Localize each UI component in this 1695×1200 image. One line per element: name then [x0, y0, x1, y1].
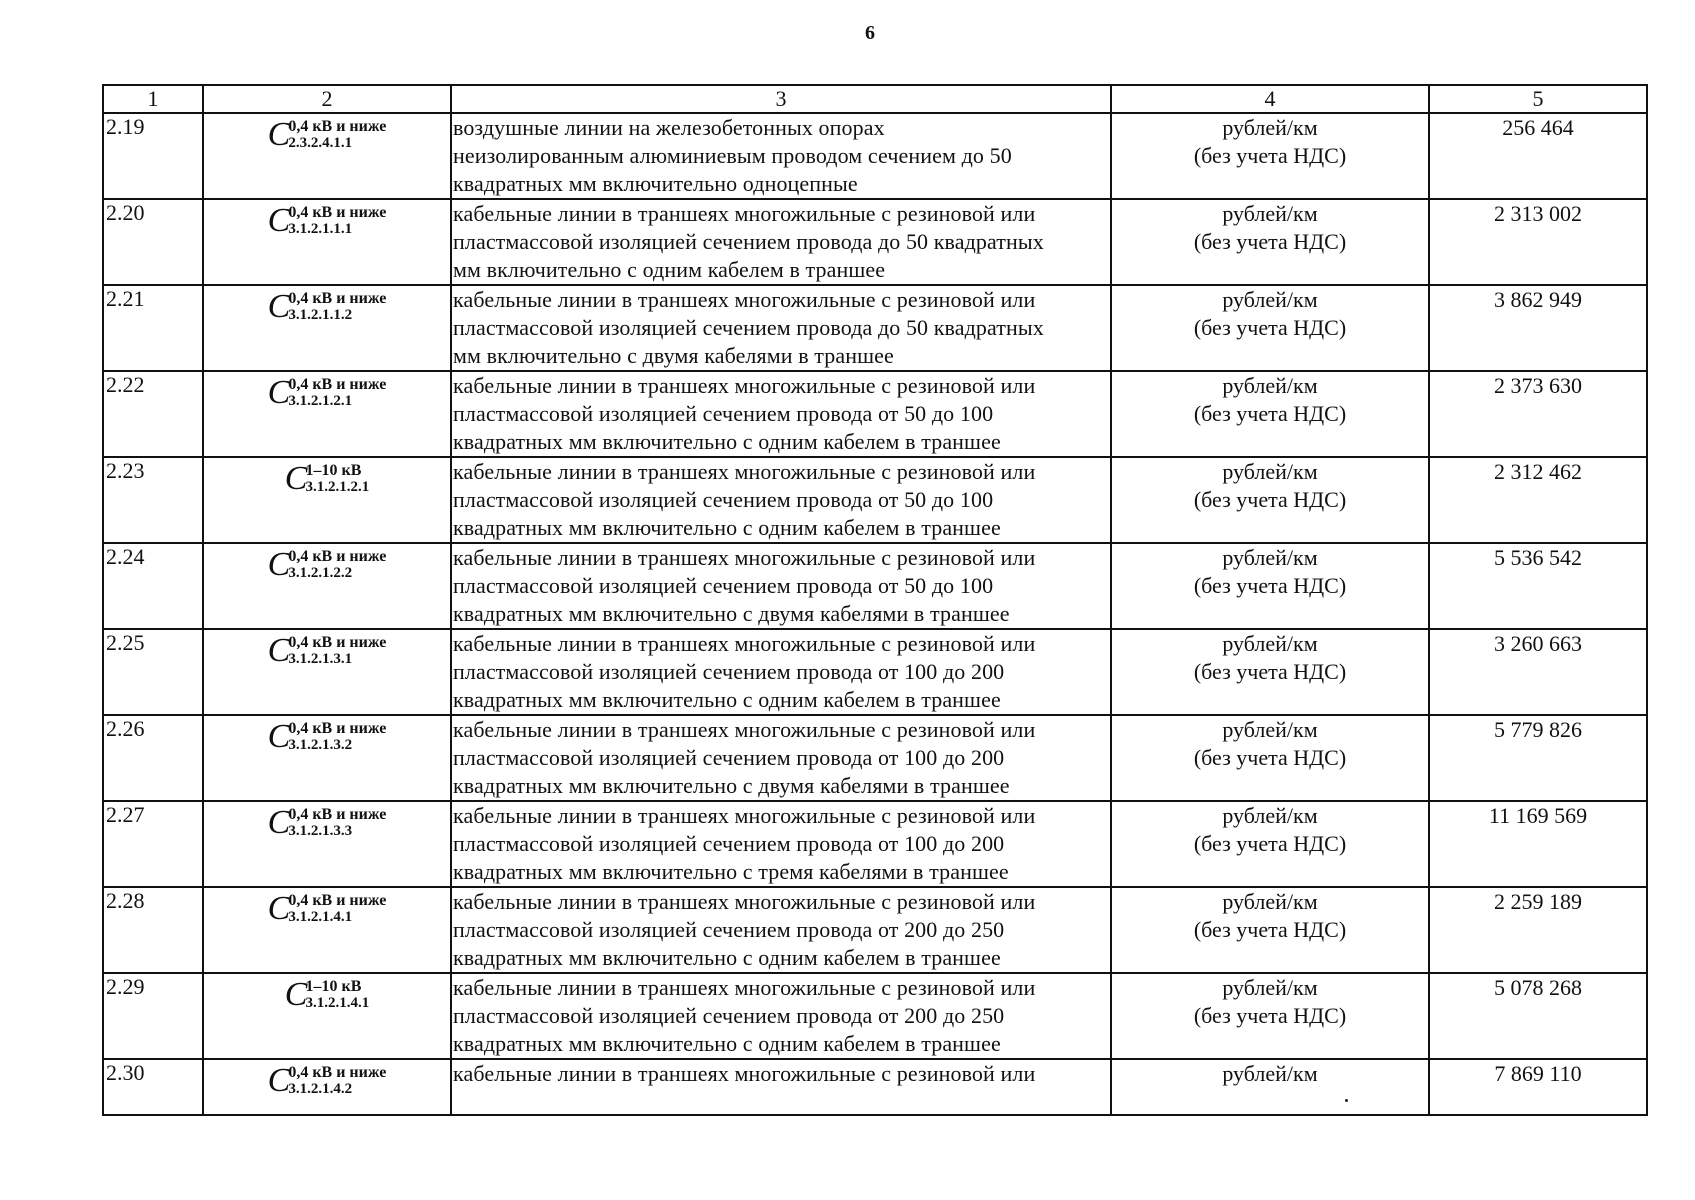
table-row: [103, 801, 1647, 887]
code-index: 2.3.2.4.1.1: [288, 135, 353, 151]
vat-note: (без учета НДС): [1193, 315, 1347, 340]
rate-code: [268, 118, 387, 152]
unit-label: рублей/км: [1222, 459, 1318, 484]
voltage-class: 0,4 кВ и ниже: [288, 806, 387, 823]
description-line: кабельные линии в траншеях многожильные с резиновой или: [453, 889, 1036, 914]
rate-indices: [288, 204, 386, 238]
code-index: 3.1.2.1.1.1: [288, 221, 353, 237]
table-row: [103, 457, 1647, 543]
rate-symbol: C: [267, 202, 291, 239]
rate-code: [268, 892, 387, 926]
rate-indices: [288, 548, 386, 582]
vat-note: (без учета НДС): [1193, 487, 1347, 512]
rate-symbol: C: [284, 460, 308, 497]
scan-speck: [1345, 1099, 1348, 1102]
rate-indices: [288, 806, 386, 840]
description-line: квадратных мм включительно с одним кабелем в траншее: [453, 1031, 1001, 1056]
rate-code: [268, 376, 387, 410]
description-line: квадратных мм включительно с одним кабелем в траншее: [453, 429, 1001, 454]
description-line: неизолированным алюминиевым проводом сечением до 50: [453, 143, 1012, 168]
rate-symbol: C: [267, 1062, 291, 1099]
table-row: [103, 715, 1647, 801]
rate-code-cell: [203, 629, 451, 715]
rate-indices: [305, 978, 369, 1012]
description-line: квадратных мм включительно с двумя кабелями в траншее: [453, 773, 1010, 798]
rate-code: [268, 1064, 387, 1098]
description-line: пластмассовой изоляцией сечением провода от 100 до 200: [453, 659, 1005, 684]
code-index: 3.1.2.1.2.2: [288, 565, 353, 581]
vat-note: (без учета НДС): [1193, 917, 1347, 942]
table-row: [103, 285, 1647, 371]
description-line: квадратных мм включительно с одним кабелем в траншее: [453, 515, 1001, 540]
unit-cell: [1111, 113, 1429, 199]
rate-value: 5 078 268: [1429, 973, 1647, 1059]
rate-value: 7 869 110: [1429, 1059, 1647, 1115]
rate-code-cell: [203, 371, 451, 457]
table-row: [103, 973, 1647, 1059]
description-line: кабельные линии в траншеях многожильные с резиновой или: [453, 287, 1036, 312]
description-line: квадратных мм включительно с одним кабелем в траншее: [453, 687, 1001, 712]
table-row: [103, 887, 1647, 973]
voltage-class: 1–10 кВ: [305, 462, 362, 479]
unit-cell: [1111, 457, 1429, 543]
vat-note: (без учета НДС): [1193, 745, 1347, 770]
rate-code-cell: [203, 715, 451, 801]
page-number: 6: [865, 22, 875, 44]
rate-code: [268, 548, 387, 582]
header-row: [103, 85, 1647, 113]
rate-code: [268, 204, 387, 238]
rate-symbol: C: [267, 632, 291, 669]
table-row: [103, 1059, 1647, 1115]
header-cell-3: 3: [451, 85, 1111, 113]
rate-symbol: C: [267, 116, 291, 153]
description-cell: [451, 715, 1111, 801]
table-row: [103, 371, 1647, 457]
voltage-class: 0,4 кВ и ниже: [288, 118, 387, 135]
description-line: воздушные линии на железобетонных опорах: [453, 115, 885, 140]
rate-symbol: C: [267, 288, 291, 325]
row-number: 2.26: [103, 715, 203, 801]
header-cell-2: 2: [203, 85, 451, 113]
header-cell-4: 4: [1111, 85, 1429, 113]
rate-indices: [288, 290, 386, 324]
unit-cell: [1111, 801, 1429, 887]
rate-code: [285, 462, 369, 496]
voltage-class: 0,4 кВ и ниже: [288, 204, 387, 221]
description-line: кабельные линии в траншеях многожильные с резиновой или: [453, 545, 1036, 570]
description-line: пластмассовой изоляцией сечением провода от 200 до 250: [453, 917, 1005, 942]
unit-cell: [1111, 1059, 1429, 1115]
table-row: [103, 543, 1647, 629]
description-line: кабельные линии в траншеях многожильные с резиновой или: [453, 201, 1036, 226]
unit-label: рублей/км: [1222, 545, 1318, 570]
unit-cell: [1111, 199, 1429, 285]
description-line: кабельные линии в траншеях многожильные с резиновой или: [453, 717, 1036, 742]
description-line: кабельные линии в траншеях многожильные с резиновой или: [453, 631, 1036, 656]
row-number: 2.22: [103, 371, 203, 457]
rate-value: 256 464: [1429, 113, 1647, 199]
voltage-class: 1–10 кВ: [305, 978, 362, 995]
code-index: 3.1.2.1.3.1: [288, 651, 353, 667]
rate-symbol: C: [267, 890, 291, 927]
row-number: 2.21: [103, 285, 203, 371]
description-cell: [451, 801, 1111, 887]
header-cell-5: 5: [1429, 85, 1647, 113]
table-body: [103, 85, 1647, 1115]
rate-code: [268, 806, 387, 840]
rate-indices: [288, 376, 386, 410]
vat-note: (без учета НДС): [1193, 1003, 1347, 1028]
rate-symbol: C: [267, 718, 291, 755]
description-cell: [451, 285, 1111, 371]
unit-label: рублей/км: [1222, 201, 1318, 226]
rate-symbol: C: [267, 804, 291, 841]
rate-value: 5 536 542: [1429, 543, 1647, 629]
description-line: пластмассовой изоляцией сечением провода до 50 квадратных: [453, 315, 1044, 340]
code-index: 3.1.2.1.3.2: [288, 737, 353, 753]
rate-code: [268, 634, 387, 668]
description-line: квадратных мм включительно одноцепные: [453, 171, 858, 196]
code-index: 3.1.2.1.4.1: [288, 909, 353, 925]
unit-label: рублей/км: [1222, 1061, 1318, 1086]
description-line: пластмассовой изоляцией сечением провода от 50 до 100: [453, 573, 994, 598]
vat-note: (без учета НДС): [1193, 401, 1347, 426]
vat-note: (без учета НДС): [1193, 831, 1347, 856]
row-number: 2.19: [103, 113, 203, 199]
description-line: пластмассовой изоляцией сечением провода от 100 до 200: [453, 745, 1005, 770]
code-index: 3.1.2.1.3.3: [288, 823, 353, 839]
rate-indices: [305, 462, 369, 496]
rate-code-cell: [203, 973, 451, 1059]
row-number: 2.24: [103, 543, 203, 629]
rate-value: 5 779 826: [1429, 715, 1647, 801]
table-row: [103, 199, 1647, 285]
voltage-class: 0,4 кВ и ниже: [288, 720, 387, 737]
unit-cell: [1111, 285, 1429, 371]
code-index: 3.1.2.1.2.1: [288, 393, 353, 409]
tariff-table: [102, 84, 1648, 1116]
description-line: мм включительно с двумя кабелями в траншее: [453, 343, 894, 368]
code-index: 3.1.2.1.4.2: [288, 1081, 353, 1097]
rate-value: 2 313 002: [1429, 199, 1647, 285]
description-cell: [451, 371, 1111, 457]
description-line: пластмассовой изоляцией сечением провода до 50 квадратных: [453, 229, 1044, 254]
description-cell: [451, 113, 1111, 199]
voltage-class: 0,4 кВ и ниже: [288, 290, 387, 307]
description-cell: [451, 973, 1111, 1059]
unit-label: рублей/км: [1222, 287, 1318, 312]
rate-code: [285, 978, 369, 1012]
vat-note: (без учета НДС): [1193, 143, 1347, 168]
header-cell-1: 1: [103, 85, 203, 113]
unit-label: рублей/км: [1222, 631, 1318, 656]
unit-label: рублей/км: [1222, 803, 1318, 828]
rate-value: 3 260 663: [1429, 629, 1647, 715]
rate-code-cell: [203, 457, 451, 543]
description-line: кабельные линии в траншеях многожильные с резиновой или: [453, 1061, 1036, 1086]
rate-code-cell: [203, 285, 451, 371]
vat-note: (без учета НДС): [1193, 659, 1347, 684]
table-row: [103, 629, 1647, 715]
unit-label: рублей/км: [1222, 373, 1318, 398]
row-number: 2.29: [103, 973, 203, 1059]
voltage-class: 0,4 кВ и ниже: [288, 376, 387, 393]
description-line: кабельные линии в траншеях многожильные с резиновой или: [453, 975, 1036, 1000]
rate-code: [268, 720, 387, 754]
description-line: мм включительно с одним кабелем в траншее: [453, 257, 886, 282]
rate-value: 3 862 949: [1429, 285, 1647, 371]
description-cell: [451, 543, 1111, 629]
rate-symbol: C: [267, 546, 291, 583]
row-number: 2.28: [103, 887, 203, 973]
row-number: 2.23: [103, 457, 203, 543]
rate-indices: [288, 1064, 386, 1098]
description-line: пластмассовой изоляцией сечением провода от 200 до 250: [453, 1003, 1005, 1028]
description-cell: [451, 457, 1111, 543]
rate-code-cell: [203, 887, 451, 973]
unit-cell: [1111, 543, 1429, 629]
rate-code: [268, 290, 387, 324]
rate-value: 11 169 569: [1429, 801, 1647, 887]
code-index: 3.1.2.1.4.1: [305, 995, 370, 1011]
rate-code-cell: [203, 1059, 451, 1115]
row-number: 2.30: [103, 1059, 203, 1115]
voltage-class: 0,4 кВ и ниже: [288, 548, 387, 565]
description-cell: [451, 887, 1111, 973]
description-cell: [451, 1059, 1111, 1115]
voltage-class: 0,4 кВ и ниже: [288, 1064, 387, 1081]
unit-cell: [1111, 371, 1429, 457]
unit-cell: [1111, 973, 1429, 1059]
voltage-class: 0,4 кВ и ниже: [288, 892, 387, 909]
rate-value: 2 373 630: [1429, 371, 1647, 457]
row-number: 2.27: [103, 801, 203, 887]
rate-code-cell: [203, 113, 451, 199]
code-index: 3.1.2.1.1.2: [288, 307, 353, 323]
rate-value: 2 312 462: [1429, 457, 1647, 543]
vat-note: (без учета НДС): [1193, 573, 1347, 598]
rate-symbol: C: [267, 374, 291, 411]
unit-cell: [1111, 887, 1429, 973]
description-cell: [451, 629, 1111, 715]
unit-label: рублей/км: [1222, 889, 1318, 914]
unit-cell: [1111, 715, 1429, 801]
unit-label: рублей/км: [1222, 717, 1318, 742]
row-number: 2.25: [103, 629, 203, 715]
rate-indices: [288, 118, 386, 152]
rate-indices: [288, 634, 386, 668]
description-line: кабельные линии в траншеях многожильные с резиновой или: [453, 373, 1036, 398]
rate-code-cell: [203, 543, 451, 629]
description-cell: [451, 199, 1111, 285]
unit-label: рублей/км: [1222, 975, 1318, 1000]
description-line: пластмассовой изоляцией сечением провода от 100 до 200: [453, 831, 1005, 856]
voltage-class: 0,4 кВ и ниже: [288, 634, 387, 651]
description-line: кабельные линии в траншеях многожильные с резиновой или: [453, 459, 1036, 484]
row-number: 2.20: [103, 199, 203, 285]
description-line: квадратных мм включительно с одним кабелем в траншее: [453, 945, 1001, 970]
rate-code-cell: [203, 801, 451, 887]
description-line: квадратных мм включительно с тремя кабелями в траншее: [453, 859, 1009, 884]
unit-label: рублей/км: [1222, 115, 1318, 140]
description-line: кабельные линии в траншеях многожильные с резиновой или: [453, 803, 1036, 828]
rate-symbol: C: [284, 976, 308, 1013]
unit-cell: [1111, 629, 1429, 715]
description-line: квадратных мм включительно с двумя кабелями в траншее: [453, 601, 1010, 626]
rate-indices: [288, 892, 386, 926]
rate-code-cell: [203, 199, 451, 285]
vat-note: (без учета НДС): [1193, 229, 1347, 254]
table-row: [103, 113, 1647, 199]
rate-value: 2 259 189: [1429, 887, 1647, 973]
description-line: пластмассовой изоляцией сечением провода от 50 до 100: [453, 487, 994, 512]
rate-indices: [288, 720, 386, 754]
description-line: пластмассовой изоляцией сечением провода от 50 до 100: [453, 401, 994, 426]
code-index: 3.1.2.1.2.1: [305, 479, 370, 495]
